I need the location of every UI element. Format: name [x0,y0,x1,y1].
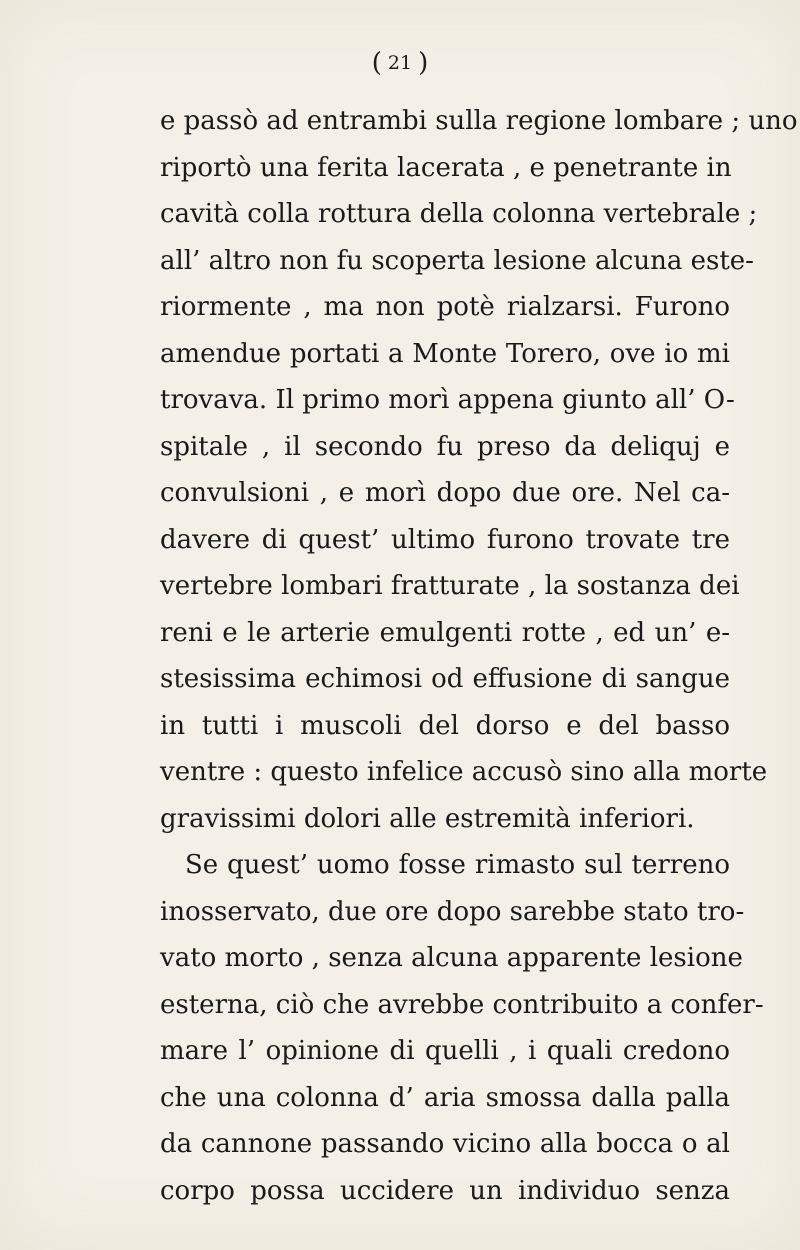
text-line: che una colonna d’ aria smossa dalla palla [160,1082,730,1113]
text-line: ventre : questo infelice accusò sino alla morte [160,757,768,787]
text-line: vertebre lombari fratturate , la sostanza dei [160,571,740,601]
text-line: riormente , ma non potè rialzarsi. Furono [160,292,730,322]
text-line: inosservato, due ore dopo sarebbe stato tro- [160,896,745,927]
paragraph-end-line: gravissimi dolori alle estremità inferiori. [160,803,695,834]
page-number-value: 21 [387,52,413,74]
page-number-open-paren: ( [371,48,382,78]
text-line: e passò ad entrambi sulla regione lombare ; uno [160,106,798,136]
text-line: vato morto , senza alcuna apparente lesione [160,943,743,973]
text-line: in tutti i muscoli del dorso e del basso [160,710,730,741]
text-line: davere di quest’ ultimo furono trovate tre [160,524,730,555]
page-number-close-paren: ) [418,48,429,78]
text-line: convulsioni , e morì dopo due ore. Nel ca- [160,478,730,508]
text-line: mare l’ opinione di quelli , i quali credono [160,1036,730,1066]
text-line: stesissima echimosi od effusione di sangue [160,664,730,694]
page-number [0,48,800,78]
text-line: cavità colla rottura della colonna vertebrale ; [160,199,758,229]
text-line: spitale , il secondo fu preso da deliquj e [160,431,730,462]
body-text [160,98,798,1214]
text-line: trovava. Il primo morì appena giunto all’ O- [160,385,735,415]
text-line: corpo possa uccidere un individuo senza [160,1175,730,1206]
text-line: da cannone passando vicino alla bocca o al [160,1129,730,1159]
text-line: amendue portati a Monte Torero, ove io mi [160,338,730,369]
paragraph-start-line: Se quest’ uomo fosse rimasto sul terreno [185,850,730,880]
text-line: esterna, ciò che avrebbe contribuito a confer- [160,989,764,1020]
text-line: all’ altro non fu scoperta lesione alcuna este- [160,245,754,276]
text-line: reni e le arterie emulgenti rotte , ed un’ e- [160,617,730,648]
text-line: riportò una ferita lacerata , e penetrante in [160,152,732,183]
